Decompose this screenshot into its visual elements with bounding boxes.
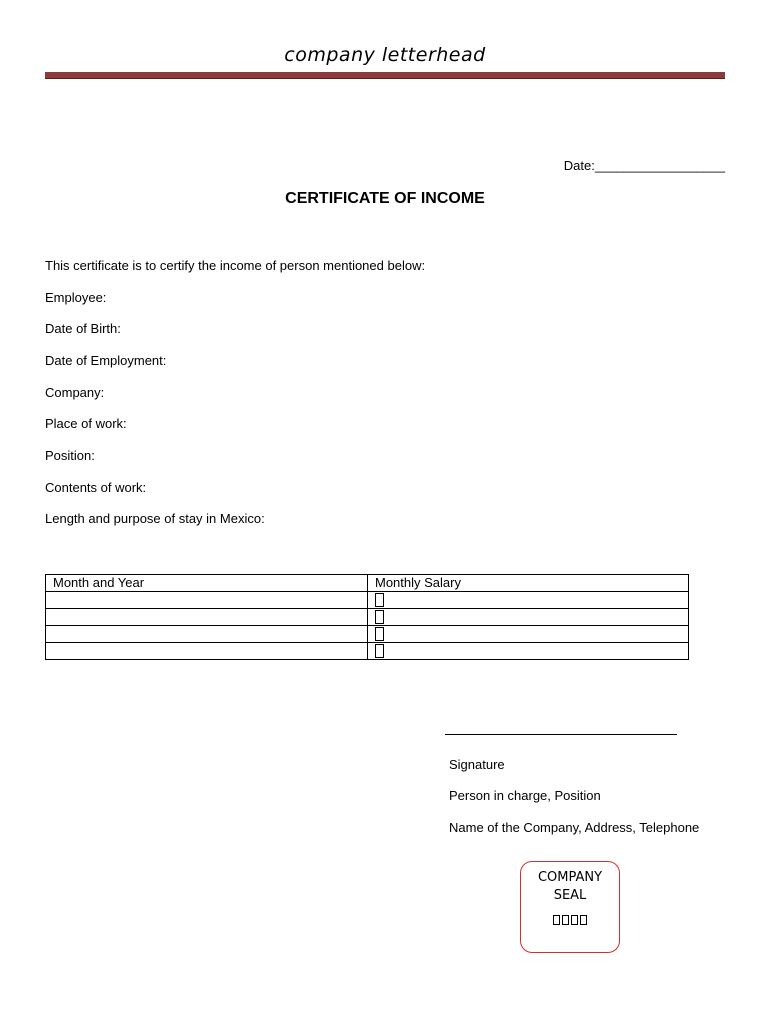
- field-place-of-work: Place of work:: [45, 416, 127, 431]
- company-details-label: Name of the Company, Address, Telephone: [449, 820, 700, 835]
- field-position: Position:: [45, 448, 95, 463]
- missing-glyph-icon: [562, 915, 569, 925]
- seal-line-1: COMPANY: [537, 870, 603, 885]
- seal-line-2: SEAL: [553, 888, 587, 903]
- field-company: Company:: [45, 385, 105, 400]
- missing-glyph-icon: [375, 627, 384, 641]
- cell-month-year[interactable]: [46, 609, 368, 626]
- signature-line: [445, 734, 677, 735]
- header-month-year: Month and Year: [46, 575, 368, 592]
- cell-month-year[interactable]: [46, 643, 368, 660]
- missing-glyph-icon: [571, 915, 578, 925]
- cell-monthly-salary[interactable]: [368, 592, 689, 609]
- intro-text: This certificate is to certify the income of person mentioned below:: [45, 258, 426, 273]
- missing-glyph-icon: [375, 593, 384, 607]
- missing-glyph-icon: [375, 644, 384, 658]
- field-date-of-employment: Date of Employment:: [45, 353, 167, 368]
- cell-month-year[interactable]: [46, 592, 368, 609]
- field-employee: Employee:: [45, 290, 107, 305]
- income-table: [45, 574, 689, 660]
- missing-glyph-icon: [375, 610, 384, 624]
- missing-glyph-icon: [580, 915, 587, 925]
- field-length-of-stay: Length and purpose of stay in Mexico:: [45, 511, 265, 526]
- table-row: [46, 643, 689, 660]
- field-date-of-birth: Date of Birth:: [45, 321, 121, 336]
- cell-monthly-salary[interactable]: [368, 609, 689, 626]
- cell-monthly-salary[interactable]: [368, 643, 689, 660]
- page-title: CERTIFICATE OF INCOME: [285, 190, 485, 207]
- letterhead-rule: [45, 72, 725, 79]
- table-row: [46, 626, 689, 643]
- table-row: [46, 609, 689, 626]
- cell-month-year[interactable]: [46, 626, 368, 643]
- company-seal: [520, 861, 620, 953]
- company-letterhead: company letterhead: [284, 44, 486, 66]
- missing-glyph-icon: [553, 915, 560, 925]
- field-contents-of-work: Contents of work:: [45, 480, 147, 495]
- date-field: Date:__________________: [563, 158, 725, 173]
- signature-label: Signature: [449, 757, 505, 772]
- cell-monthly-salary[interactable]: [368, 626, 689, 643]
- seal-glyphs: [521, 915, 619, 928]
- table-header-row: [46, 575, 689, 592]
- person-in-charge-label: Person in charge, Position: [449, 788, 601, 803]
- header-monthly-salary: Monthly Salary: [368, 575, 689, 592]
- table-row: [46, 592, 689, 609]
